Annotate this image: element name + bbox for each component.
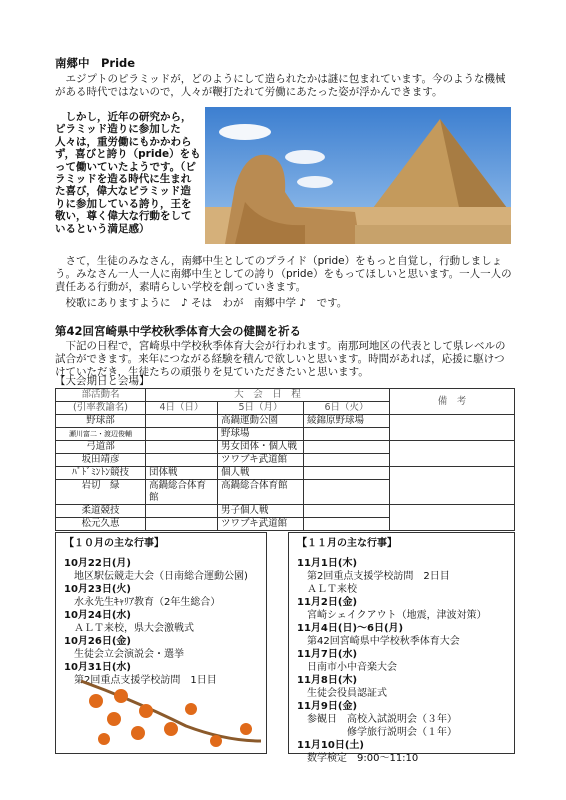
october-event-item: ＡＬＴ来校，県大会激戦式 <box>74 623 194 634</box>
october-events-list <box>64 557 258 687</box>
day6-cell <box>304 505 390 518</box>
november-event-item: 参観日 高校入試説明会（３年） <box>307 714 457 725</box>
tournament-heading: 第42回宮崎県中学校秋季体育大会の健闘を祈る <box>55 324 302 338</box>
day5-cell: 男女団体・個人戦 <box>218 441 304 454</box>
notes-cell <box>390 505 515 531</box>
tournament-table <box>55 388 515 531</box>
november-event-date: 11月1日(木) <box>297 558 358 569</box>
day6-venue <box>304 428 390 441</box>
header-club: 部活動名 <box>56 389 146 402</box>
day4-venue <box>146 454 218 467</box>
day6-venue <box>304 480 390 505</box>
october-events-box <box>55 532 267 754</box>
club-name: 弓道部 <box>56 441 146 454</box>
day6-cell <box>304 467 390 480</box>
pride-heading: 南郷中 Pride <box>55 56 136 70</box>
table-row <box>56 467 515 480</box>
day6-cell <box>304 441 390 454</box>
day4-cell: 団体戦 <box>146 467 218 480</box>
october-event-item: 第2回重点支援学校訪問 1日目 <box>74 675 217 686</box>
day4-venue <box>146 428 218 441</box>
november-event-date: 11月7日(水) <box>297 649 358 660</box>
day4-venue: 高鍋総合体育館 <box>146 480 218 505</box>
club-name: ﾊﾞﾄﾞﾐﾝﾄﾝ競技 <box>56 467 146 480</box>
day4-venue <box>146 518 218 531</box>
day6-venue <box>304 518 390 531</box>
header-day-4: 4日（日） <box>146 402 218 415</box>
november-event-item: 宮崎シェイクアウト（地震，津波対策） <box>307 610 487 621</box>
october-event-date: 10月22日(月) <box>64 558 131 569</box>
notes-cell <box>390 441 515 467</box>
november-event-item: ＡＬＴ来校 <box>307 584 357 595</box>
header-notes: 備 考 <box>390 389 515 415</box>
day4-cell <box>146 441 218 454</box>
november-event-date: 11月4日(日)〜6日(月) <box>297 623 404 634</box>
day5-venue: 高鍋総合体育館 <box>218 480 304 505</box>
november-event-item: 第2回重点支援学校訪問 2日目 <box>307 571 450 582</box>
table-row <box>56 441 515 454</box>
november-event-item: 日南市小中音楽大会 <box>307 662 397 673</box>
november-heading: 【１１月の主な行事】 <box>297 538 397 549</box>
november-events-box <box>288 532 515 764</box>
header-day-5: 5日（月） <box>218 402 304 415</box>
october-event-date: 10月24日(水) <box>64 610 131 621</box>
day4-cell <box>146 415 218 428</box>
day4-cell <box>146 505 218 518</box>
header-day-6: 6日（火） <box>304 402 390 415</box>
november-event-item: 修学旅行説明会（１年） <box>307 727 457 738</box>
day6-cell: 綾錦原野球場 <box>304 415 390 428</box>
header-schedule: 大 会 日 程 <box>146 389 390 402</box>
november-event-item: 数学検定 9:00〜11:10 <box>307 753 419 764</box>
sphinx-pyramid-photo <box>205 107 511 244</box>
leader-name: 坂田靖彦 <box>56 454 146 467</box>
day6-venue <box>304 454 390 467</box>
november-event-item: 生徒会役員認証式 <box>307 688 387 699</box>
tournament-paragraph: 下記の日程で，宮崎県中学校秋季体育大会が行われます。南那珂地区の代表として県レベルの試合ができます。来年につながる経験を積んで欲しいと思います。時間があれば，応援に駆けつけていただき，生徒たちの頑張りを見ていただきたいと思います。 <box>55 340 506 378</box>
november-event-date: 11月9日(金) <box>297 701 358 712</box>
club-name: 野球部 <box>56 415 146 428</box>
table-row <box>56 505 515 518</box>
day5-venue: 野球場 <box>218 428 304 441</box>
day5-venue: ツワブキ武道館 <box>218 518 304 531</box>
header-leader: (引率教諭名) <box>56 402 146 415</box>
october-event-date: 10月23日(火) <box>64 584 131 595</box>
october-event-date: 10月31日(水) <box>64 662 131 673</box>
table-body <box>56 415 515 531</box>
october-event-item: 水永先生ｷｬﾘｱ教育（2年生総合） <box>74 597 221 608</box>
november-event-date: 11月8日(木) <box>297 675 358 686</box>
autumn-leaves-illustration <box>76 671 266 751</box>
notes-cell <box>390 467 515 505</box>
pride-paragraph-3: さて，生徒のみなさん，南郷中生としてのプライド（pride）をもっと自覚し，行動しましょう。みなさん一人一人に南郷中生としての誇り（pride）をもってほしいと思います。一人一人の責任ある行動が，素晴らしい学校を創っていきます。 <box>55 255 512 293</box>
school-song-line: 校歌にありますように ♪ そは わが 南郷中学 ♪ です。 <box>55 297 348 309</box>
day5-cell: 個人戦 <box>218 467 304 480</box>
day5-cell: 男子個人戦 <box>218 505 304 518</box>
table-row <box>56 415 515 428</box>
leader-name: 松元久恵 <box>56 518 146 531</box>
day5-venue: ツワブキ武道館 <box>218 454 304 467</box>
pride-paragraph-1: エジプトのピラミッドが，どのようにして造られたかは謎に包まれています。今のような機械がある時代ではないので，人々が鞭打たれて労働にあたった姿が浮かんできます。 <box>55 73 506 98</box>
october-event-date: 10月26日(金) <box>64 636 131 647</box>
november-event-item: 第42回宮崎県中学校秋季体育大会 <box>307 636 460 647</box>
october-heading: 【１０月の主な行事】 <box>64 538 164 549</box>
november-event-date: 11月2日(金) <box>297 597 358 608</box>
table-caption: 【大会期日と会場】 <box>55 375 150 387</box>
club-name: 柔道競技 <box>56 505 146 518</box>
pride-paragraph-2: しかし，近年の研究から，ピラミッド造りに参加した人々は，重労働にもかかわらず，喜びと誇り（pride）をもって働いていたようです。（ピラミッドを造る時代に生まれた喜び，偉大なピラミッド造りに参加している誇り，王を敬い，尊く偉大な行動をしているという満足感） <box>55 111 201 235</box>
leader-name: 岩切 緑 <box>56 480 146 505</box>
november-event-date: 11月10日(土) <box>297 740 364 751</box>
day5-cell: 高鍋運動公園 <box>218 415 304 428</box>
leader-name: 瀬川富二・渡辺俊輔 <box>56 428 146 441</box>
october-event-item: 生徒会立会演説会・選挙 <box>74 649 184 660</box>
november-events-list <box>297 557 506 765</box>
notes-cell <box>390 415 515 441</box>
october-event-item: 地区駅伝競走大会（日南総合運動公園) <box>74 571 248 582</box>
